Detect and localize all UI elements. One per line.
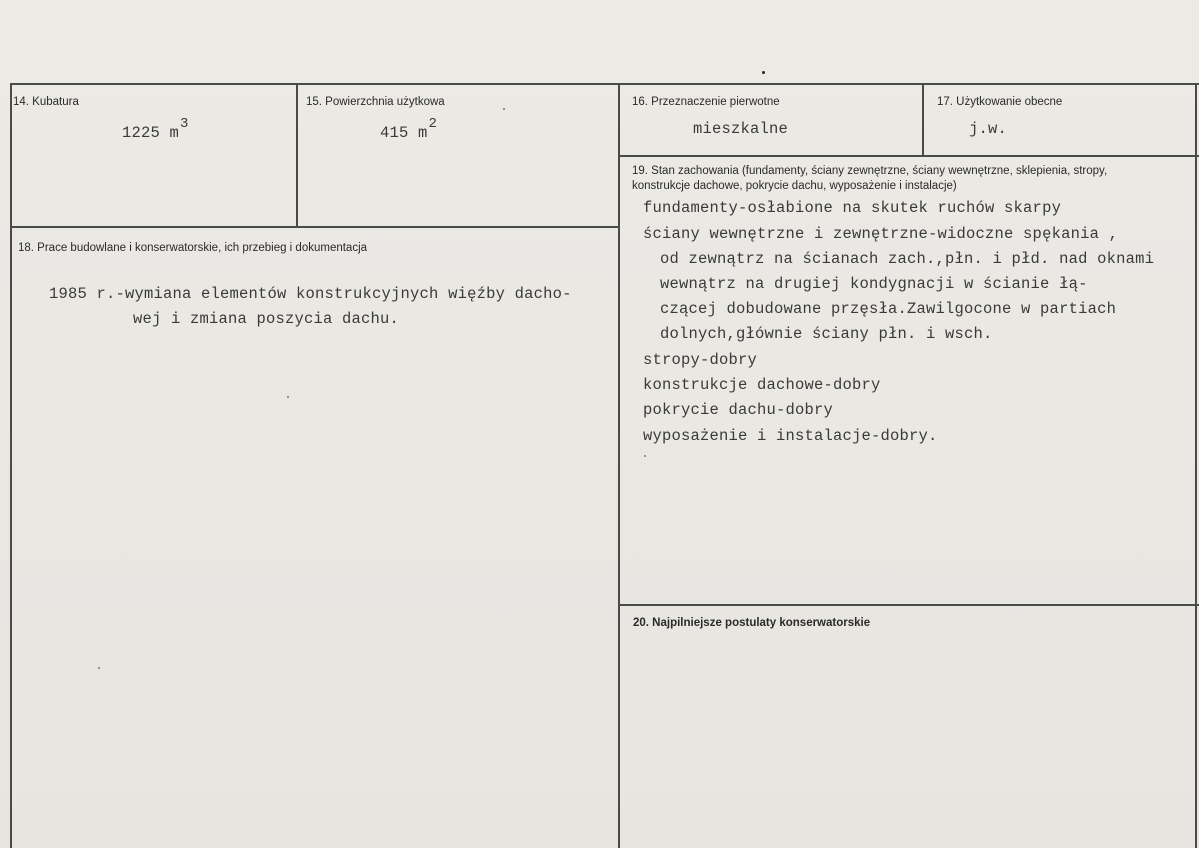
field16-value: mieszkalne: [693, 120, 789, 138]
field17-value: j.w.: [969, 120, 1008, 138]
row1-divider-right: [620, 155, 1199, 157]
field19-label: 19. Stan zachowania (fundamenty, ściany zewnętrzne, ściany wewnętrzne, sklepienia, stropy, konstrukcje dachowe, pokrycie dachu, wyposażenie i instalacje): [632, 165, 1108, 192]
divider-14-15: [296, 83, 298, 227]
divider-16-17: [922, 83, 924, 156]
field15-label: 15. Powierzchnia użytkowa: [306, 96, 445, 108]
field19-line: od zewnątrz na ścianach zach.,płn. i płd. nad oknami: [660, 250, 1155, 268]
speck: [503, 108, 505, 110]
speck: [98, 667, 100, 669]
field20-label: 20. Najpilniejsze postulaty konserwatorskie: [633, 617, 871, 629]
speck: [644, 455, 646, 457]
field19-line: konstrukcje dachowe-dobry: [643, 376, 881, 394]
section20-divider: [620, 604, 1199, 606]
field19-line: czącej dobudowane przęsła.Zawilgocone w partiach: [660, 300, 1117, 318]
field19-line: wewnątrz na drugiej kondygnacji w ścianie łą-: [660, 275, 1088, 293]
field18-label: 18. Prace budowlane i konserwatorskie, ich przebieg i dokumentacja: [18, 242, 368, 254]
center-divider: [618, 83, 620, 848]
field19-line: wyposażenie i instalacje-dobry.: [643, 427, 938, 445]
right-border-line: [1195, 83, 1197, 848]
field19-line: ściany wewnętrzne i zewnętrzne-widoczne spękania ,: [643, 225, 1119, 243]
punch-dot: [762, 71, 765, 74]
field15-value: [380, 116, 438, 143]
field14-label: 14. Kubatura: [13, 96, 79, 108]
field18-line: 1985 r.-wymiana elementów konstrukcyjnych więźby dacho-: [49, 285, 572, 303]
top-border-line: [10, 83, 1199, 85]
field14-value: [122, 116, 189, 143]
field15-exponent: 2: [428, 116, 438, 132]
field18-line: wej i zmiana poszycia dachu.: [133, 310, 400, 328]
field19-line: pokrycie dachu-dobry: [643, 401, 834, 419]
field15-number: 415 m: [380, 124, 428, 143]
field19-line: stropy-dobry: [643, 351, 758, 369]
field14-exponent: 3: [180, 116, 189, 132]
field17-label: 17. Użytkowanie obecne: [937, 96, 1063, 108]
field16-label: 16. Przeznaczenie pierwotne: [632, 96, 780, 108]
row1-divider-left: [10, 226, 620, 228]
field19-line: fundamenty-osłabione na skutek ruchów skarpy: [643, 199, 1062, 217]
field19-line: dolnych,głównie ściany płn. i wsch.: [660, 325, 993, 343]
left-border-line: [10, 83, 12, 848]
speck: [287, 396, 289, 398]
field14-number: 1225 m: [122, 124, 180, 143]
